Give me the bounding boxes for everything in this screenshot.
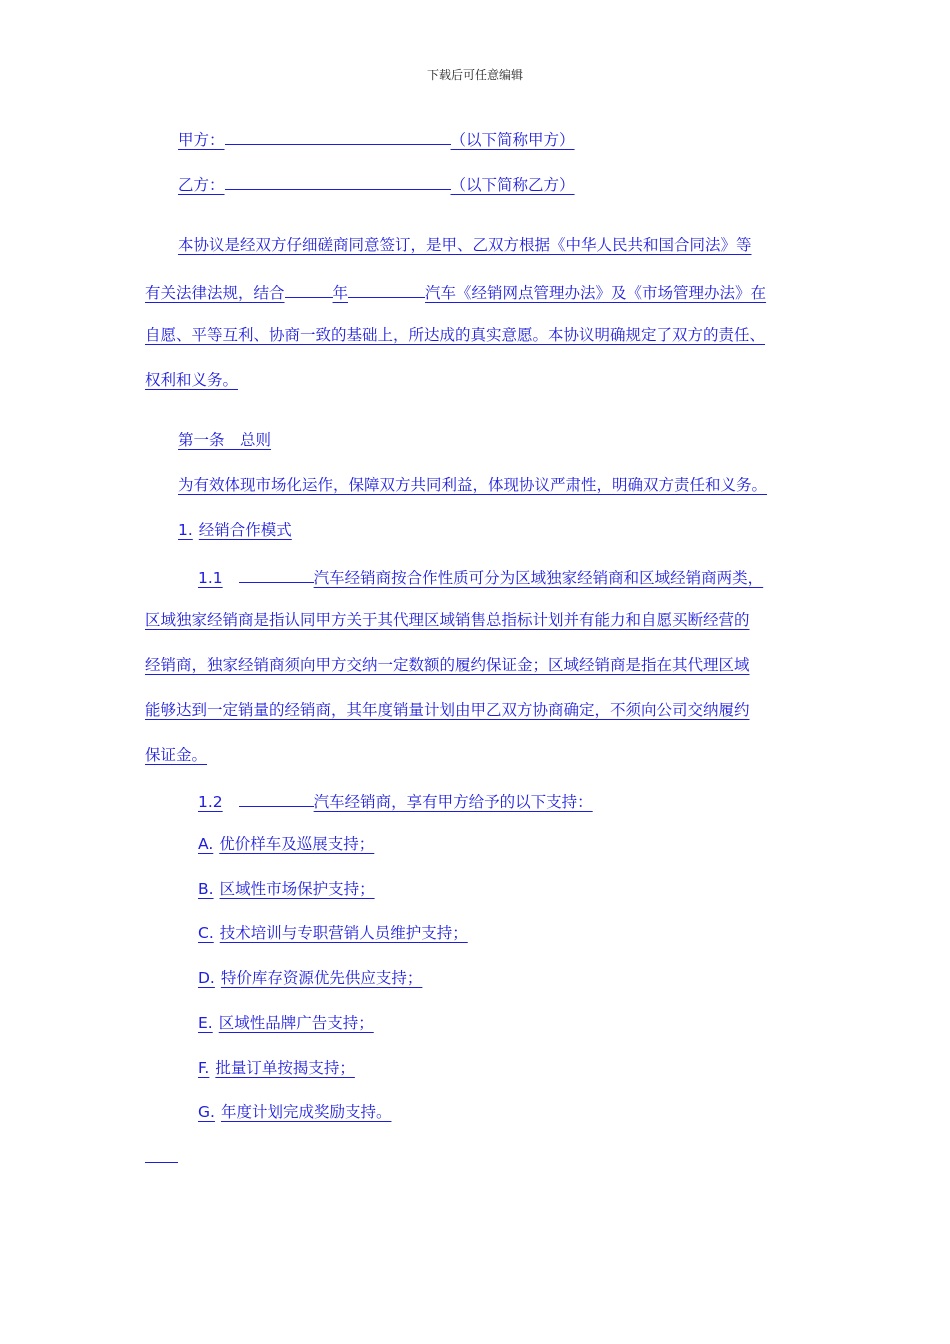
- intro-line-1: [145, 234, 752, 256]
- section-1-heading: [145, 519, 292, 541]
- support-item-a: [145, 833, 374, 855]
- support-letter: F.: [198, 1059, 210, 1077]
- article-1-title-text: 第一条 总则: [178, 431, 272, 449]
- page-header: 下载后可任意编辑: [426, 68, 523, 82]
- section-1-number: 1.: [178, 521, 193, 539]
- year-blank: [285, 279, 333, 298]
- party-a-blank: [225, 126, 451, 145]
- support-text: 批量订单按揭支持；: [215, 1059, 355, 1077]
- support-text: 区域性品牌广告支持；: [218, 1014, 374, 1032]
- intro-text-2b: 年: [332, 284, 349, 302]
- article-1-title: [145, 429, 271, 451]
- support-letter: C.: [198, 924, 214, 942]
- support-item-b: [145, 878, 375, 900]
- section-1-1-line-3: [145, 654, 750, 676]
- support-letter: A.: [198, 835, 214, 853]
- section-1-title: 经销合作模式: [198, 521, 292, 539]
- article-1-purpose: [145, 474, 767, 496]
- party-b-blank: [225, 171, 451, 190]
- support-item-e: [145, 1012, 374, 1034]
- intro-text-1: 本协议是经双方仔细磋商同意签订，是甲、乙双方根据《中华人民共和国合同法》等: [178, 236, 752, 254]
- section-1-1-text-1: 汽车经销商按合作性质可分为区域独家经销商和区域经销商两类，: [313, 569, 764, 587]
- support-item-f: [145, 1057, 355, 1079]
- support-letter: G.: [198, 1103, 215, 1121]
- intro-text-3: 自愿、平等互利、协商一致的基础上，所达成的真实意愿。本协议明确规定了双方的责任、: [145, 326, 766, 344]
- support-letter: D.: [198, 969, 215, 987]
- section-1-1-text-4: 能够达到一定销量的经销商，其年度销量计划由甲乙双方协商确定，不须向公司交纳履约: [145, 701, 750, 719]
- section-1-1-text-5: 保证金。: [145, 746, 208, 764]
- intro-text-2a: 有关法律法规，结合: [145, 284, 285, 302]
- section-1-1-text-2: 区域独家经销商是指认同甲方关于其代理区域销售总指标计划并有能力和自愿买断经营的: [145, 611, 750, 629]
- section-1-2-number: 1.2: [198, 793, 223, 811]
- section-1-2-brand-blank: [239, 788, 314, 807]
- intro-text-2c: 汽车《经销网点管理办法》及《市场管理办法》在: [425, 284, 767, 302]
- section-1-2-line: [145, 788, 593, 813]
- party-b-label: 乙方：: [178, 176, 225, 194]
- party-a-note: （以下简称甲方）: [450, 131, 575, 149]
- support-text: 区域性市场保护支持；: [219, 880, 375, 898]
- section-1-1-number: 1.1: [198, 569, 223, 587]
- section-1-1-line-2: [145, 609, 750, 631]
- support-text: 优价样车及巡展支持；: [219, 835, 375, 853]
- section-1-1-brand-blank: [239, 564, 314, 583]
- section-1-1-line-4: [145, 699, 750, 721]
- support-text: 年度计划完成奖励支持。: [220, 1103, 392, 1121]
- support-text: 技术培训与专职营销人员维护支持；: [219, 924, 468, 942]
- support-item-c: [145, 922, 468, 944]
- party-a-line: [145, 126, 575, 151]
- section-1-1-line-1: [145, 564, 763, 589]
- party-a-label: 甲方：: [178, 131, 225, 149]
- section-1-1-text-3: 经销商，独家经销商须向甲方交纳一定数额的履约保证金；区域经销商是指在其代理区域: [145, 656, 750, 674]
- intro-line-4: [145, 369, 238, 391]
- brand-blank: [348, 279, 425, 298]
- support-text: 特价库存资源优先供应支持；: [220, 969, 423, 987]
- support-item-d: [145, 967, 422, 989]
- support-letter: B.: [198, 880, 214, 898]
- intro-line-3: [145, 324, 765, 346]
- purpose-text: 为有效体现市场化运作，保障双方共同利益，体现协议严肃性，明确双方责任和义务。: [178, 476, 768, 494]
- support-item-g: [145, 1101, 391, 1123]
- section-1-1-line-5: [145, 744, 207, 766]
- trailing-underline: [145, 1162, 178, 1163]
- party-b-line: [145, 171, 575, 196]
- intro-text-4: 权利和义务。: [145, 371, 239, 389]
- support-letter: E.: [198, 1014, 213, 1032]
- section-1-2-text: 汽车经销商，享有甲方给予的以下支持：: [313, 793, 593, 811]
- intro-line-2: [145, 279, 766, 304]
- party-b-note: （以下简称乙方）: [450, 176, 575, 194]
